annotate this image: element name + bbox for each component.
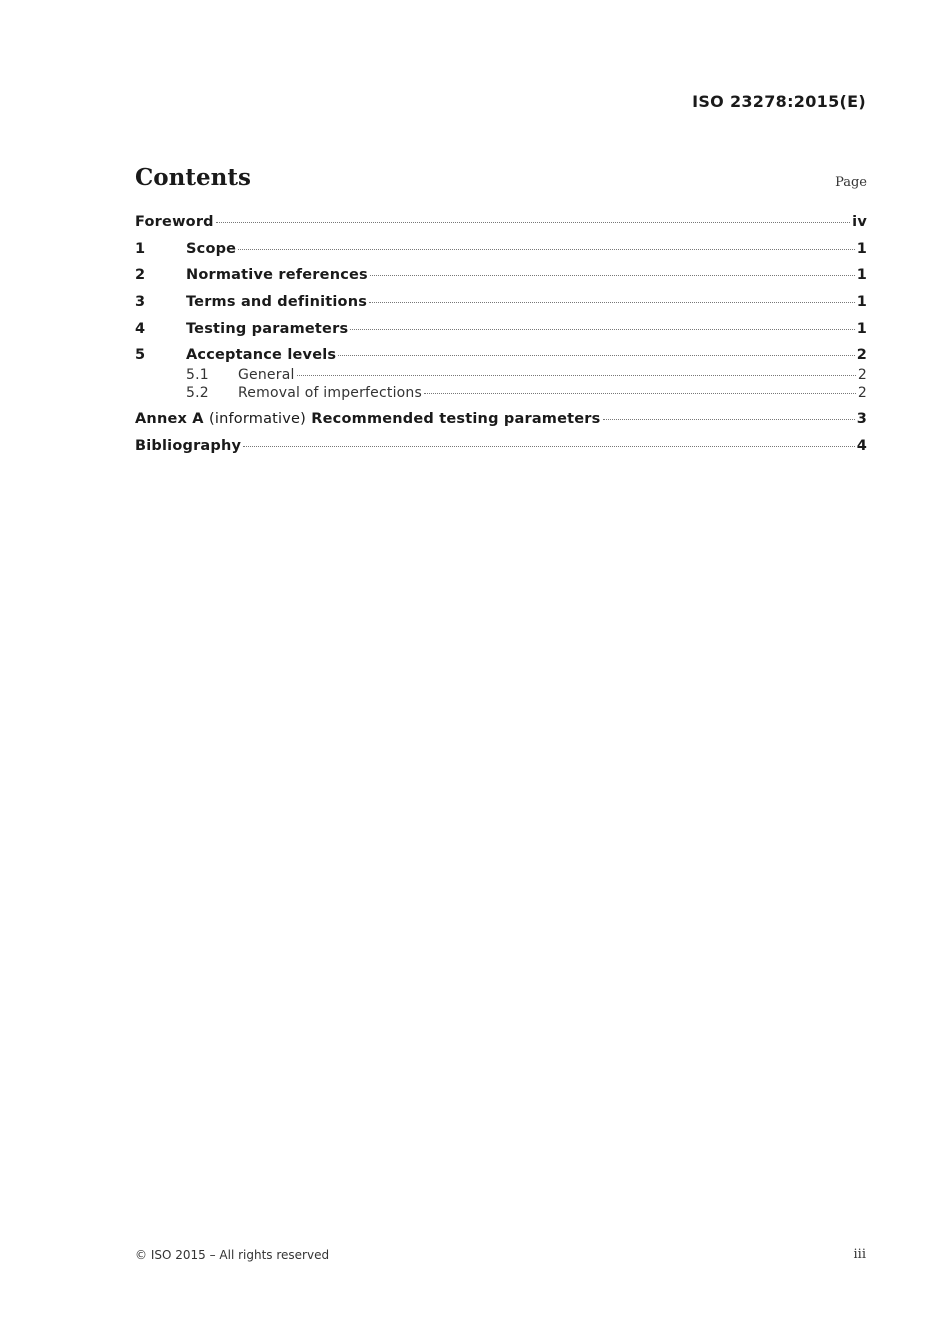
toc-entry-page: 1 xyxy=(856,320,867,337)
toc-entry-title: General xyxy=(238,367,295,384)
toc-entry-number: 5.1 xyxy=(186,367,209,384)
toc-entry-page: 2 xyxy=(857,367,867,384)
dot-leader xyxy=(424,393,856,394)
toc-entry-number: 4 xyxy=(135,320,146,337)
toc-entry-title: Bibliography xyxy=(135,438,242,455)
dot-leader xyxy=(369,302,855,303)
dot-leader xyxy=(370,275,855,276)
dot-leader xyxy=(297,375,856,376)
toc-entry-page: 2 xyxy=(856,347,867,364)
dot-leader xyxy=(603,419,855,420)
toc-entry-number: 3 xyxy=(135,294,146,311)
toc-entry-normative-references[interactable] xyxy=(135,267,867,294)
footer-page-number: iii xyxy=(853,1247,866,1262)
toc-annex-type: (informative) xyxy=(208,411,307,428)
toc-entry-page: 1 xyxy=(856,267,867,284)
dot-leader xyxy=(350,329,854,330)
toc-entry-page: 4 xyxy=(856,438,867,455)
contents-header xyxy=(135,164,867,198)
toc-entry-removal-of-imperfections[interactable] xyxy=(135,385,867,411)
toc-entry-title: Normative references xyxy=(186,267,368,284)
toc-entry-title: Scope xyxy=(186,240,237,257)
page-column-label: Page xyxy=(835,175,867,190)
dot-leader xyxy=(216,222,850,223)
toc-entry-title: Removal of imperfections xyxy=(238,385,422,402)
dot-leader xyxy=(338,355,854,356)
dot-leader xyxy=(238,249,854,250)
toc-entry-title: Testing parameters xyxy=(186,320,349,337)
footer-copyright: © ISO 2015 – All rights reserved xyxy=(135,1248,330,1262)
toc-entry-foreword[interactable] xyxy=(135,214,867,241)
toc-entry-annex-a[interactable] xyxy=(135,411,867,438)
toc-entry-page: 1 xyxy=(856,240,867,257)
toc-entry-number: 1 xyxy=(135,240,146,257)
dot-leader xyxy=(243,446,855,447)
toc-entry-page: 2 xyxy=(857,385,867,402)
toc-entry-number: 5.2 xyxy=(186,385,209,402)
toc-entry-page: 3 xyxy=(856,411,867,428)
toc-entry-title: Foreword xyxy=(135,214,214,230)
contents-title: Contents xyxy=(135,164,251,191)
toc-entry-testing-parameters[interactable] xyxy=(135,321,867,348)
toc-entry-acceptance-levels[interactable] xyxy=(135,347,867,367)
toc-entry-number: 5 xyxy=(135,347,146,364)
toc-entry-title: Recommended testing parameters xyxy=(311,411,601,428)
toc-entry-number: 2 xyxy=(135,267,146,284)
toc-entry-general[interactable] xyxy=(135,367,867,385)
toc-entry-title: Terms and definitions xyxy=(186,294,368,311)
toc-entry-terms-and-definitions[interactable] xyxy=(135,294,867,321)
document-id: ISO 23278:2015(E) xyxy=(692,92,866,111)
toc-annex-label: Annex A xyxy=(135,411,204,428)
toc-entry-scope[interactable] xyxy=(135,241,867,268)
toc-entry-title: Acceptance levels xyxy=(186,347,337,364)
toc-entry-bibliography[interactable] xyxy=(135,438,867,465)
toc-entry-page: 1 xyxy=(856,294,867,311)
table-of-contents xyxy=(135,214,867,465)
toc-entry-page: iv xyxy=(852,214,867,230)
